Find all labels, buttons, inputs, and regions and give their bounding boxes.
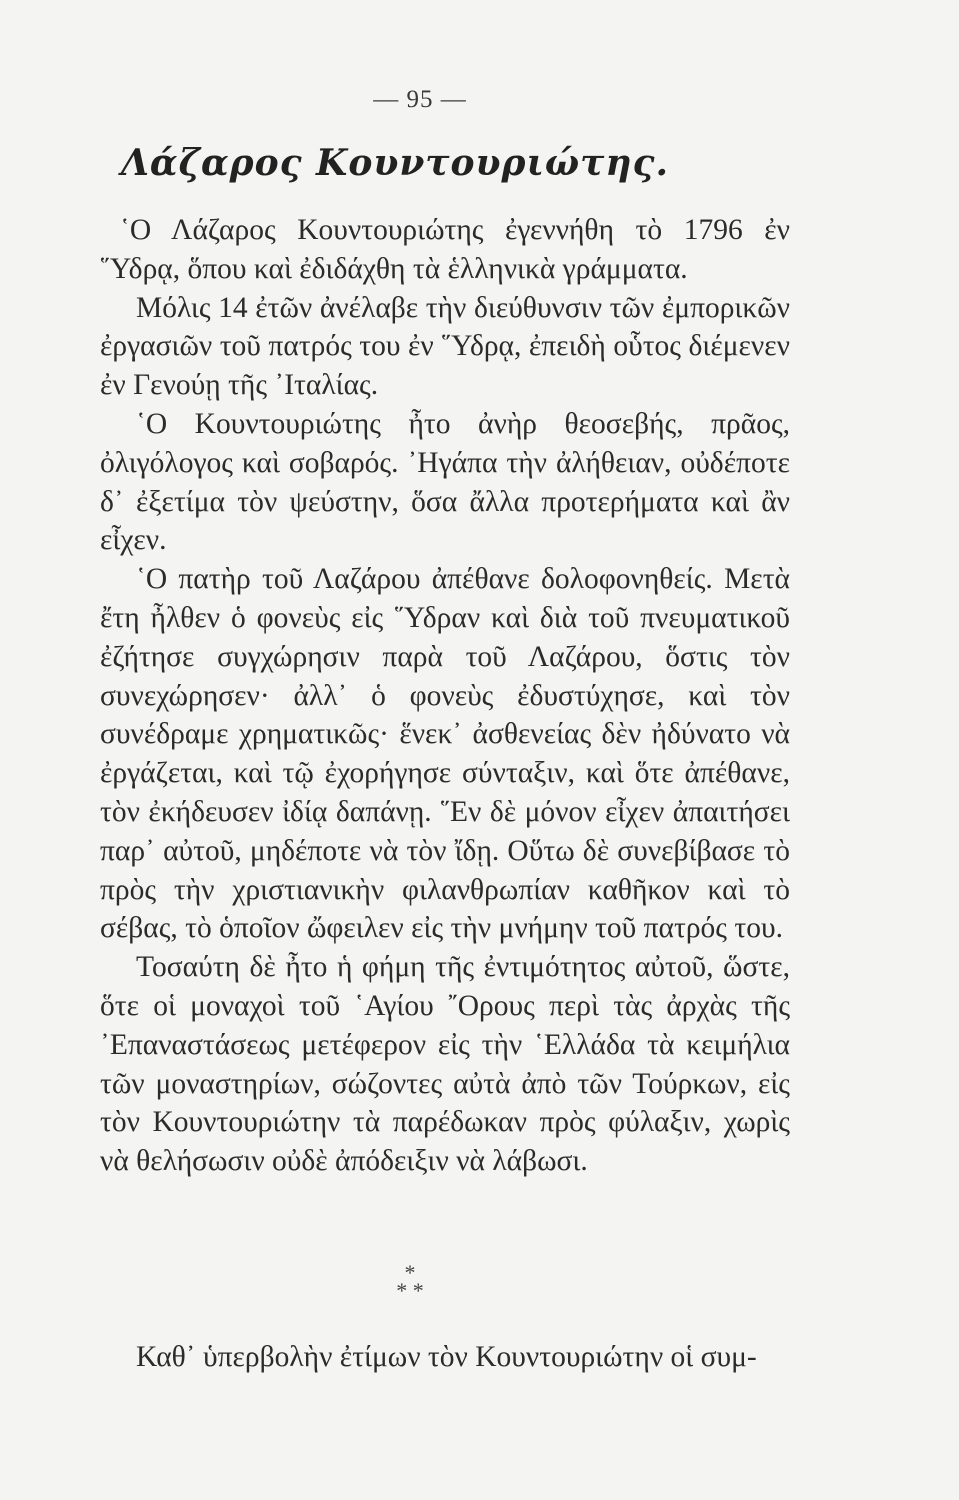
page-number: — 95 — (373, 86, 467, 113)
separator-top: * (404, 1260, 416, 1285)
paragraph: ῾Ο Κουντουριώτης ἦτο ἀνὴρ θεοσεβής, πρᾶος, ὀλιγόλογος καὶ σοβαρός. ᾽Ηγάπα τὴν ἀλήθειαν, οὐδέποτε δ᾽ ἐξετίμα τὸν ψεύστην, ὅσα ἄλλα προτερήματα καὶ ἂν εἶχεν. (100, 407, 790, 557)
body-text (100, 211, 790, 1181)
paragraph: ῾Ο Λάζαρος Κουντουριώτης ἐγεννήθη τὸ 1796 ἐν ῞Υδρᾳ, ὅπου καὶ ἐδιδάχθη τὰ ἑλληνικὰ γράμματα. (100, 214, 790, 285)
paragraph: ῾Ο πατὴρ τοῦ Λαζάρου ἀπέθανε δολοφονηθείς. Μετὰ ἔτη ἦλθεν ὁ φονεὺς εἰς ῞Υδραν καὶ διὰ τοῦ πνευματικοῦ ἐζήτησε συγχώρησιν παρὰ τοῦ Λαζάρου, ὅστις τὸν συνεχώρησεν· ἀλλ᾽ ὁ φονεὺς ἐδυστύχησε, καὶ τὸν συνέδραμε χρηματικῶς· ἕνεκ᾽ ἀσθενείας δὲν ἠδύνατο νὰ ἐργάζεται, καὶ τῷ ἐχορήγησε σύνταξιν, καὶ ὅτε ἀπέθανε, τὸν ἐκήδευσεν ἰδίᾳ δαπάνῃ. ῞Εν δὲ μόνον εἶχεν ἀπαιτήσει παρ᾽ αὐτοῦ, μηδέποτε νὰ τὸν ἴδῃ. Οὕτω δὲ συνεβίβασε τὸ πρὸς τὴν χριστιανικὴν φιλανθρωπίαν καθῆκον καὶ τὸ σέβας, τὸ ὁποῖον ὤφειλεν εἰς τὴν μνήμην τοῦ πατρός του. (100, 563, 790, 945)
paragraph: Μόλις 14 ἐτῶν ἀνέλαβε τὴν διεύθυνσιν τῶν ἐμπορικῶν ἐργασιῶν τοῦ πατρός του ἐν ῞Υδρᾳ, ἐπειδὴ οὗτος διέμενεν ἐν Γενούῃ τῆς ᾽Ιταλίας. (100, 291, 790, 402)
paragraph: Τοσαύτη δὲ ἦτο ἡ φήμη τῆς ἐντιμότητος αὐτοῦ, ὥστε, ὅτε οἱ μοναχοὶ τοῦ ῾Αγίου ῎Ορους περὶ τὰς ἀρχὰς τῆς ᾽Επαναστάσεως μετέφερον εἰς τὴν ῾Ελλάδα τὰ κειμήλια τῶν μοναστηρίων, σώζοντες αὐτὰ ἀπὸ τῶν Τούρκων, εἰς τὸν Κουντουριώτην τὰ παρέδωκαν πρὸς φύλαξιν, χωρὶς νὰ θελήσωσιν οὐδὲ ἀπόδειξιν νὰ λάβωσι. (100, 951, 790, 1178)
continuation-line (100, 1338, 790, 1377)
asterism-separator (360, 1260, 460, 1303)
separator-bottom: * * (396, 1278, 424, 1303)
chapter-title: Λάζαρος Κουντουριώτης. (120, 142, 670, 184)
paragraph: Καθ᾽ ὑπερβολὴν ἐτίμων τὸν Κουντουριώτην οἱ συμ- (136, 1341, 757, 1373)
